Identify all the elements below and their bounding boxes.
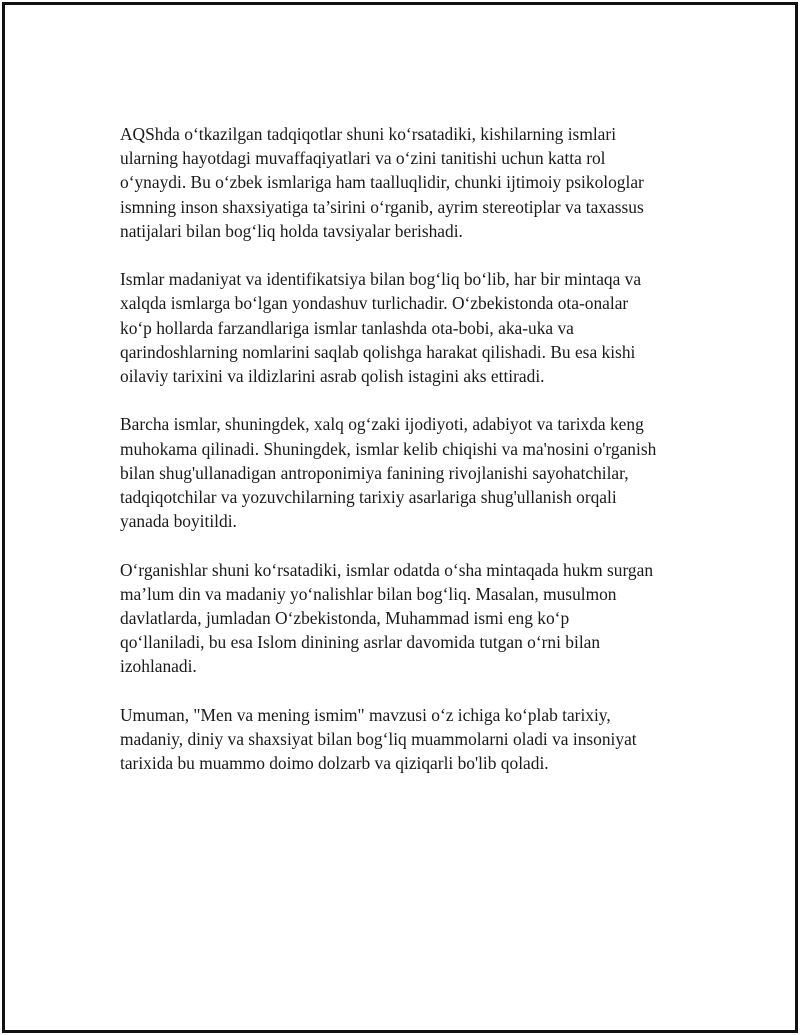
paragraph-1: AQShda o‘tkazilgan tadqiqotlar shuni ko‘rsatadiki, kishilarning ismlari ularning hayotdagi muvaffaqiyatlari va o‘zini tanitishi uchun katta rol o‘ynaydi. Bu o‘zbek ismlariga ham taalluqlidir, chunki ijtimoiy psikologlar ismning inson shaxsiyatiga ta’sirini o‘rganib, ayrim stereotiplar va taxassus natijalari bilan bog‘liq holda tavsiyalar berishadi. [120, 124, 644, 241]
page-border [2, 2, 798, 1033]
paragraph-5: Umuman, "Men va mening ismim" mavzusi o‘z ichiga ko‘plab tarixiy, madaniy, diniy va shaxsiyat bilan bog‘liq muammolarni oladi va insoniyat tarixida bu muammo doimo dolzarb va qiziqarli bo'lib qoladi. [120, 704, 637, 774]
paragraph-3: Barcha ismlar, shuningdek, xalq og‘zaki ijodiyoti, adabiyot va tarixda keng muhokama qilinadi. Shuningdek, ismlar kelib chiqishi va ma'nosini o'rganish bilan shug'ullanadigan antroponimiya fanining rivojlanishi sayohatchilar, tadqiqotchilar va yozuvchilarning tarixiy asarlariga shug'ullanish orqali yanada boyitildi. [120, 414, 657, 532]
document-body [120, 122, 700, 800]
paragraph-4: O‘rganishlar shuni ko‘rsatadiki, ismlar odatda o‘sha mintaqada hukm surgan ma’lum din va madaniy yo‘nalishlar bilan bog‘liq. Masalan, musulmon davlatlarda, jumladan O‘zbekistonda, Muhammad ismi eng ko‘p qo‘llaniladi, bu esa Islom dinining asrlar davomida tutgan o‘rni bilan izohlanadi. [120, 559, 654, 677]
paragraph-2: Ismlar madaniyat va identifikatsiya bilan bog‘liq bo‘lib, har bir mintaqa va xalqda ismlarga bo‘lgan yondashuv turlichadir. O‘zbekistonda ota-onalar ko‘p hollarda farzandlariga ismlar tanlashda ota-bobi, aka-uka va qarindoshlarning nomlarini saqlab qolishga harakat qilishadi. Bu esa kishi oilaviy tarixini va ildizlarini asrab qolish istagini aks ettiradi. [120, 269, 642, 387]
